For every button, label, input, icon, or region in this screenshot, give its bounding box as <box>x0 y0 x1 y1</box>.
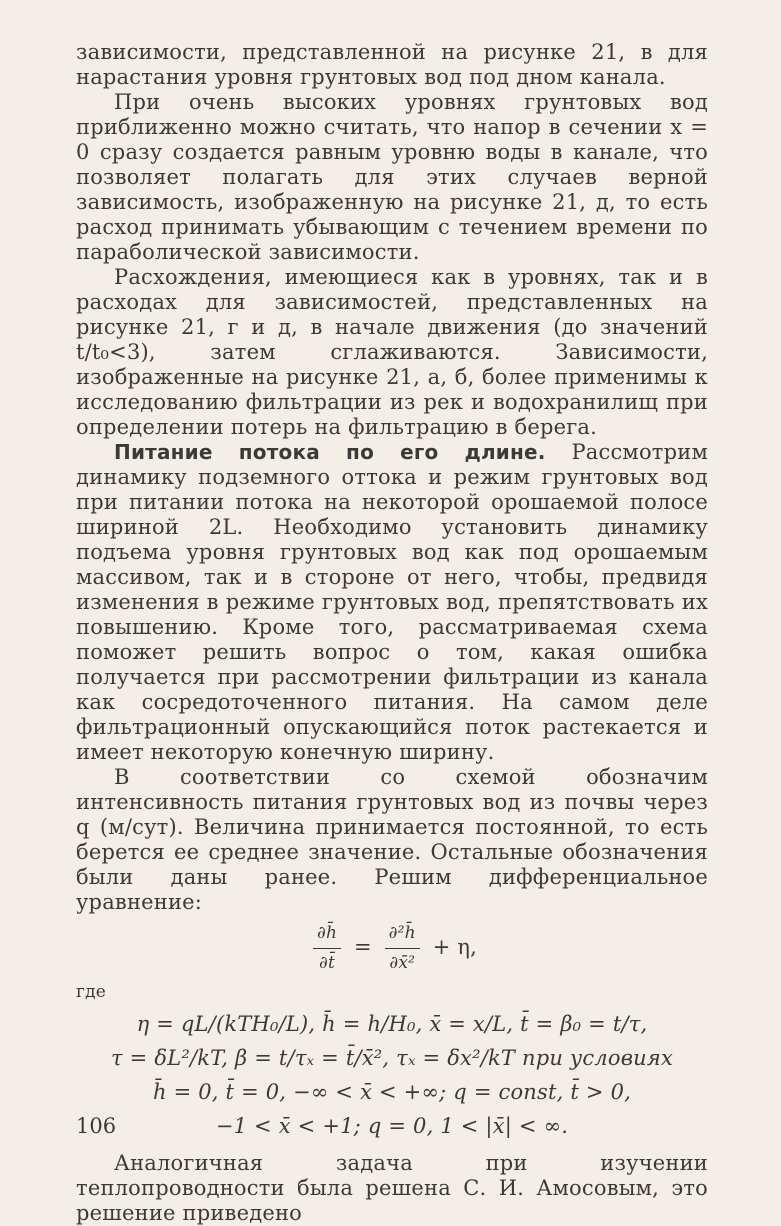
diff-equation <box>76 921 708 976</box>
paragraph-4 <box>76 440 708 765</box>
paragraph-5: В соответствии со схемой обозначим интенсивность питания грунтовых вод из почвы через q (м/сут). Величина принимается постоянной, то есть берется ее среднее значение. Остальные обозначения были даны ранее. Решим дифференциальное уравнение: <box>76 765 708 914</box>
page-number: 106 <box>76 1114 117 1138</box>
eq-rhs-denominator: ∂x̄² <box>389 953 416 973</box>
eq-lhs-denominator: ∂t̄ <box>319 953 336 973</box>
paragraph-2: При очень высоких уровнях грунтовых вод приближенно можно считать, что напор в сечении x = 0 сразу создается равным уровню воды в канале, что позволяет полагать для этих случаев верной зависимость, изображенную на рисунке 21, д, то есть расход принимать убывающим с течением времени по параболической зависимости. <box>76 90 708 264</box>
where-label: где <box>76 982 107 1002</box>
paragraph-6: Аналогичная задача при изучении теплопроводности была решена С. И. Амосовым, это решение приведено <box>76 1151 708 1225</box>
condition-line-1: η = qL/(kTH₀/L), h̄ = h/H₀, x̄ = x/L, t̄ = β₀ = t/τ, <box>136 1012 648 1036</box>
paragraph-4-body: Рассмотрим динамику подземного оттока и режим грунтовых вод при питании потока на некоторой орошаемой полосе шириной 2L. Необходимо установить динамику подъема уровня грунтовых вод как под орошаемым массивом, так и в стороне от него, чтобы, предвидя изменения в режиме грунтовых вод, препятствовать их повышению. Кроме того, рассматриваемая схема поможет решить вопрос о том, какая ошибка получается при рассмотрении фильтрации из канала как сосредоточенного питания. На самом деле фильтрационный опускающийся поток растекается и имеет некоторую конечную ширину. <box>76 440 708 764</box>
condition-line-3: h̄ = 0, t̄ = 0, −∞ < x̄ < +∞; q = const, t̄ > 0, <box>152 1080 632 1104</box>
condition-line-4: −1 < x̄ < +1; q = 0, 1 < |x̄| < ∞. <box>215 1114 569 1138</box>
section-heading: Питание потока по его длине. <box>114 440 546 464</box>
eq-lhs-fraction <box>313 921 341 976</box>
eq-lhs-numerator: ∂h̄ <box>313 921 341 949</box>
eq-rhs-fraction <box>385 921 420 976</box>
condition-line-2: τ = δL²/kT, β = t/τₓ = t̄/x̄², τₓ = δx²/kT при условиях <box>110 1046 673 1070</box>
page-body <box>76 40 708 1226</box>
eq-tail: + η, <box>432 935 478 959</box>
paragraph-1: зависимости, представленной на рисунке 21, в для нарастания уровня грунтовых вод под дном канала. <box>76 40 708 89</box>
eq-rhs-numerator: ∂²h̄ <box>385 921 420 949</box>
eq-equals: = <box>353 935 372 959</box>
paragraph-3: Расхождения, имеющиеся как в уровнях, так и в расходах для зависимостей, представленных на рисунке 21, г и д, в начале движения (до значений t/t₀<3), затем сглаживаются. Зависимости, изображенные на рисунке 21, а, б, более применимы к исследованию фильтрации из рек и водохранилищ при определении потерь на фильтрацию в берега. <box>76 265 708 439</box>
